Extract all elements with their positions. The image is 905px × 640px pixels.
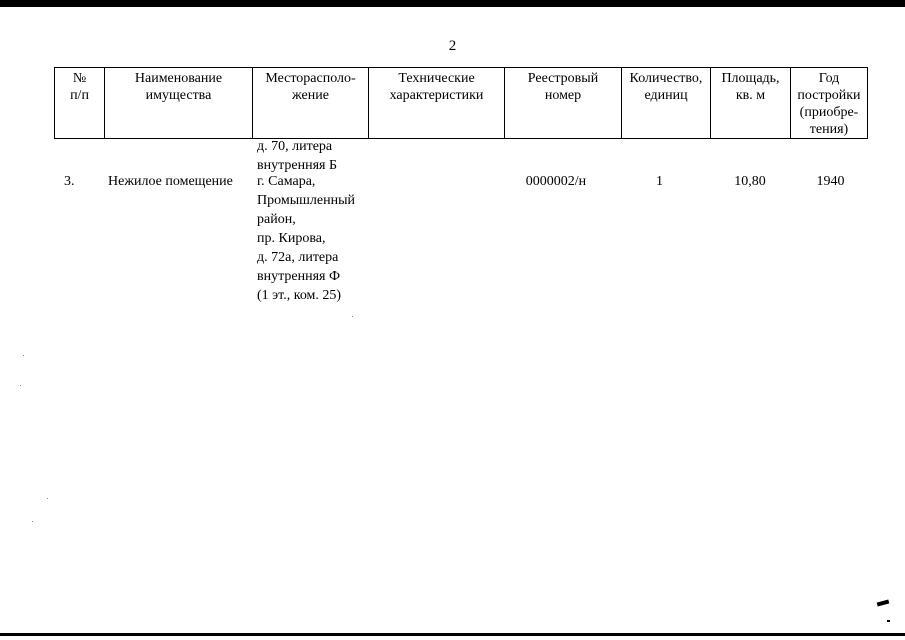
header-location: Месторасполо- жение	[253, 68, 369, 139]
header-quantity: Количество, единиц	[622, 68, 711, 139]
row-number: 3.	[64, 174, 75, 189]
table-header	[54, 67, 868, 139]
header-row	[55, 68, 868, 139]
header-number: № п/п	[55, 68, 105, 139]
row-name: Нежилое помещение	[108, 174, 233, 189]
corner-scan-dot	[887, 620, 890, 622]
header-technical: Технические характеристики	[369, 68, 505, 139]
scan-speck	[47, 498, 48, 499]
scan-speck	[352, 316, 353, 317]
scan-speck	[20, 385, 21, 386]
page-number: 2	[448, 38, 457, 54]
header-year: Год постройки (приобре- тения)	[791, 68, 868, 139]
header-area: Площадь, кв. м	[711, 68, 791, 139]
corner-scan-mark	[877, 600, 890, 607]
bottom-scan-border	[0, 633, 905, 636]
row-registry-number: 0000002/н	[525, 174, 587, 189]
row-area: 10,80	[734, 174, 766, 189]
scan-speck	[23, 355, 24, 356]
header-registry-number: Реестровый номер	[505, 68, 622, 139]
scan-speck	[32, 521, 33, 522]
top-scan-border	[0, 0, 905, 7]
row-location: г. Самара, Промышленный район, пр. Кирова, д. 72а, литера внутренняя Ф (1 эт., ком. 25)	[257, 174, 355, 303]
row-quantity: 1	[656, 174, 663, 189]
header-name: Наименование имущества	[105, 68, 253, 139]
prev-row-location-tail: д. 70, литера внутренняя Б	[257, 139, 338, 173]
row-year: 1940	[816, 174, 845, 189]
